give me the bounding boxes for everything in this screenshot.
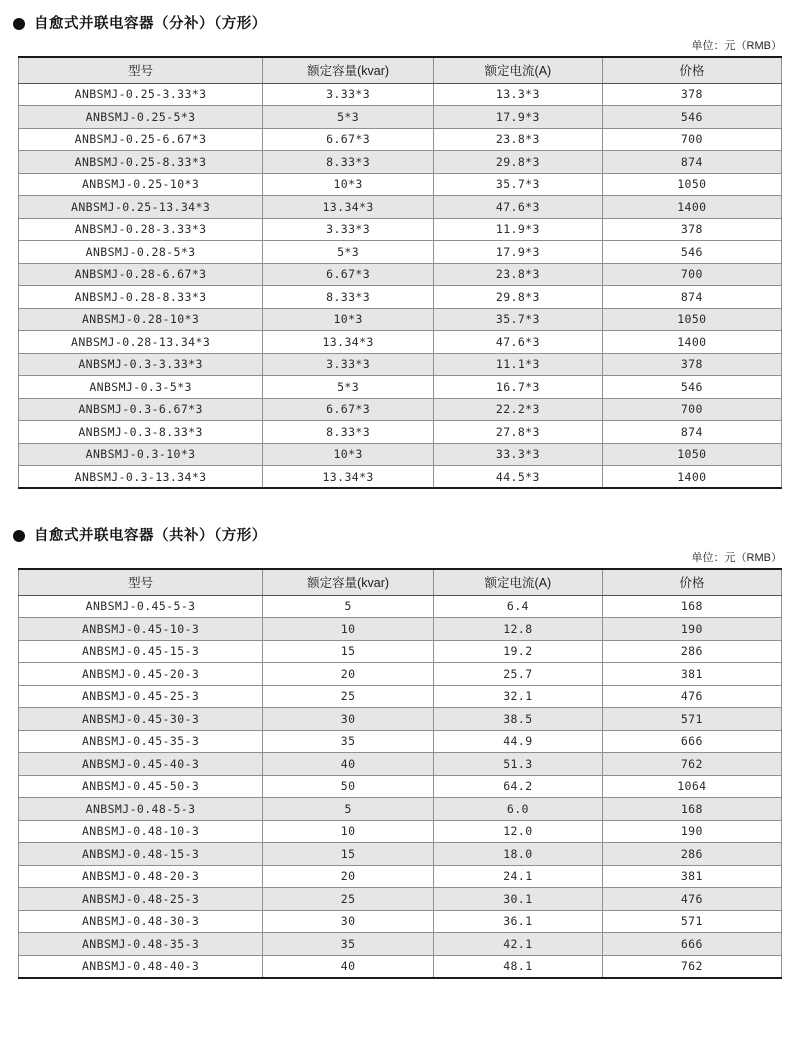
section-capacitor-split-compensation <box>0 0 800 489</box>
cell-current: 42.1 <box>434 933 603 956</box>
table-header-row <box>19 569 782 595</box>
section-capacitor-common-compensation <box>0 489 800 979</box>
column-header-model: 型号 <box>19 57 263 83</box>
cell-capacity: 35 <box>263 730 434 753</box>
cell-price: 700 <box>602 398 781 421</box>
cell-capacity: 6.67*3 <box>263 263 434 286</box>
column-header-current: 额定电流(A) <box>434 569 603 595</box>
bullet-icon <box>13 530 25 542</box>
table-row <box>19 663 782 686</box>
table-row <box>19 128 782 151</box>
cell-current: 22.2*3 <box>434 398 603 421</box>
cell-model: ANBSMJ-0.45-25-3 <box>19 685 263 708</box>
cell-capacity: 6.67*3 <box>263 128 434 151</box>
table-row <box>19 775 782 798</box>
cell-model: ANBSMJ-0.45-20-3 <box>19 663 263 686</box>
cell-model: ANBSMJ-0.3-8.33*3 <box>19 421 263 444</box>
cell-current: 48.1 <box>434 955 603 978</box>
table-row <box>19 955 782 978</box>
cell-capacity: 15 <box>263 843 434 866</box>
cell-model: ANBSMJ-0.45-35-3 <box>19 730 263 753</box>
cell-capacity: 3.33*3 <box>263 353 434 376</box>
cell-current: 27.8*3 <box>434 421 603 444</box>
column-header-current: 额定电流(A) <box>434 57 603 83</box>
table-row <box>19 640 782 663</box>
cell-capacity: 13.34*3 <box>263 331 434 354</box>
cell-model: ANBSMJ-0.3-5*3 <box>19 376 263 399</box>
cell-price: 476 <box>602 685 781 708</box>
table-row <box>19 685 782 708</box>
cell-capacity: 20 <box>263 865 434 888</box>
cell-price: 666 <box>602 933 781 956</box>
column-header-capacity: 额定容量(kvar) <box>263 57 434 83</box>
table-row <box>19 83 782 106</box>
cell-capacity: 25 <box>263 888 434 911</box>
cell-model: ANBSMJ-0.28-6.67*3 <box>19 263 263 286</box>
section-title: 自愈式并联电容器（共补）（方形） <box>34 528 267 544</box>
table-row <box>19 753 782 776</box>
table-row <box>19 263 782 286</box>
cell-current: 12.0 <box>434 820 603 843</box>
cell-capacity: 10*3 <box>263 173 434 196</box>
cell-price: 168 <box>602 595 781 618</box>
cell-price: 762 <box>602 955 781 978</box>
cell-price: 1400 <box>602 196 781 219</box>
cell-capacity: 8.33*3 <box>263 151 434 174</box>
cell-capacity: 20 <box>263 663 434 686</box>
cell-model: ANBSMJ-0.45-10-3 <box>19 618 263 641</box>
table-row <box>19 173 782 196</box>
cell-current: 6.4 <box>434 595 603 618</box>
price-table-common-compensation <box>18 568 782 979</box>
table-row <box>19 708 782 731</box>
table-row <box>19 730 782 753</box>
table-row <box>19 218 782 241</box>
bullet-icon <box>13 18 25 30</box>
cell-current: 51.3 <box>434 753 603 776</box>
cell-model: ANBSMJ-0.25-8.33*3 <box>19 151 263 174</box>
cell-current: 29.8*3 <box>434 151 603 174</box>
cell-model: ANBSMJ-0.28-8.33*3 <box>19 286 263 309</box>
cell-capacity: 25 <box>263 685 434 708</box>
cell-model: ANBSMJ-0.28-5*3 <box>19 241 263 264</box>
cell-price: 286 <box>602 640 781 663</box>
cell-current: 35.7*3 <box>434 308 603 331</box>
cell-current: 18.0 <box>434 843 603 866</box>
cell-current: 6.0 <box>434 798 603 821</box>
cell-current: 64.2 <box>434 775 603 798</box>
cell-current: 23.8*3 <box>434 263 603 286</box>
cell-model: ANBSMJ-0.48-25-3 <box>19 888 263 911</box>
cell-current: 11.9*3 <box>434 218 603 241</box>
cell-model: ANBSMJ-0.3-13.34*3 <box>19 466 263 489</box>
section-title-row <box>0 0 800 33</box>
table-row <box>19 843 782 866</box>
table-row <box>19 888 782 911</box>
cell-current: 35.7*3 <box>434 173 603 196</box>
table-row <box>19 196 782 219</box>
cell-capacity: 10 <box>263 618 434 641</box>
cell-price: 571 <box>602 708 781 731</box>
cell-current: 44.9 <box>434 730 603 753</box>
section-title: 自愈式并联电容器（分补）（方形） <box>34 16 267 32</box>
cell-model: ANBSMJ-0.45-30-3 <box>19 708 263 731</box>
cell-model: ANBSMJ-0.25-5*3 <box>19 106 263 129</box>
price-table-split-compensation <box>18 56 782 489</box>
cell-price: 286 <box>602 843 781 866</box>
cell-price: 1050 <box>602 173 781 196</box>
cell-current: 17.9*3 <box>434 106 603 129</box>
cell-capacity: 10 <box>263 820 434 843</box>
cell-capacity: 6.67*3 <box>263 398 434 421</box>
cell-current: 30.1 <box>434 888 603 911</box>
cell-current: 11.1*3 <box>434 353 603 376</box>
cell-current: 32.1 <box>434 685 603 708</box>
table-row <box>19 595 782 618</box>
cell-capacity: 3.33*3 <box>263 83 434 106</box>
cell-capacity: 40 <box>263 753 434 776</box>
cell-capacity: 5 <box>263 798 434 821</box>
section-title-row <box>0 489 800 545</box>
column-header-price: 价格 <box>602 569 781 595</box>
table-row <box>19 376 782 399</box>
cell-current: 16.7*3 <box>434 376 603 399</box>
table-row <box>19 466 782 489</box>
cell-model: ANBSMJ-0.48-30-3 <box>19 910 263 933</box>
cell-current: 13.3*3 <box>434 83 603 106</box>
table-row <box>19 353 782 376</box>
cell-model: ANBSMJ-0.45-5-3 <box>19 595 263 618</box>
cell-price: 762 <box>602 753 781 776</box>
cell-current: 47.6*3 <box>434 331 603 354</box>
cell-capacity: 30 <box>263 708 434 731</box>
cell-model: ANBSMJ-0.3-10*3 <box>19 443 263 466</box>
cell-model: ANBSMJ-0.48-40-3 <box>19 955 263 978</box>
cell-capacity: 5*3 <box>263 241 434 264</box>
cell-model: ANBSMJ-0.48-20-3 <box>19 865 263 888</box>
cell-capacity: 35 <box>263 933 434 956</box>
cell-capacity: 30 <box>263 910 434 933</box>
table-row <box>19 331 782 354</box>
cell-price: 571 <box>602 910 781 933</box>
cell-current: 33.3*3 <box>434 443 603 466</box>
cell-model: ANBSMJ-0.48-35-3 <box>19 933 263 956</box>
cell-price: 1050 <box>602 443 781 466</box>
cell-capacity: 50 <box>263 775 434 798</box>
cell-price: 1050 <box>602 308 781 331</box>
column-header-model: 型号 <box>19 569 263 595</box>
cell-price: 874 <box>602 421 781 444</box>
cell-price: 1400 <box>602 466 781 489</box>
table-row <box>19 398 782 421</box>
table-row <box>19 421 782 444</box>
cell-price: 546 <box>602 106 781 129</box>
table-row <box>19 241 782 264</box>
cell-price: 700 <box>602 263 781 286</box>
cell-current: 47.6*3 <box>434 196 603 219</box>
cell-current: 29.8*3 <box>434 286 603 309</box>
cell-current: 23.8*3 <box>434 128 603 151</box>
cell-model: ANBSMJ-0.25-13.34*3 <box>19 196 263 219</box>
table-row <box>19 618 782 641</box>
cell-model: ANBSMJ-0.48-5-3 <box>19 798 263 821</box>
cell-capacity: 13.34*3 <box>263 196 434 219</box>
cell-model: ANBSMJ-0.48-10-3 <box>19 820 263 843</box>
cell-price: 381 <box>602 663 781 686</box>
cell-capacity: 13.34*3 <box>263 466 434 489</box>
cell-price: 666 <box>602 730 781 753</box>
cell-price: 476 <box>602 888 781 911</box>
cell-price: 168 <box>602 798 781 821</box>
cell-price: 546 <box>602 376 781 399</box>
table-row <box>19 933 782 956</box>
cell-price: 378 <box>602 83 781 106</box>
cell-price: 378 <box>602 353 781 376</box>
cell-model: ANBSMJ-0.48-15-3 <box>19 843 263 866</box>
cell-capacity: 5*3 <box>263 376 434 399</box>
cell-model: ANBSMJ-0.28-3.33*3 <box>19 218 263 241</box>
cell-capacity: 8.33*3 <box>263 421 434 444</box>
column-header-capacity: 额定容量(kvar) <box>263 569 434 595</box>
table-row <box>19 865 782 888</box>
cell-capacity: 15 <box>263 640 434 663</box>
table-header-row <box>19 57 782 83</box>
cell-capacity: 10*3 <box>263 308 434 331</box>
cell-price: 190 <box>602 618 781 641</box>
cell-model: ANBSMJ-0.25-6.67*3 <box>19 128 263 151</box>
table-row <box>19 308 782 331</box>
cell-price: 1064 <box>602 775 781 798</box>
cell-model: ANBSMJ-0.25-10*3 <box>19 173 263 196</box>
cell-price: 1400 <box>602 331 781 354</box>
table-row <box>19 286 782 309</box>
unit-label: 单位：元（RMB） <box>691 552 782 564</box>
table-row <box>19 798 782 821</box>
cell-current: 24.1 <box>434 865 603 888</box>
cell-current: 12.8 <box>434 618 603 641</box>
cell-price: 381 <box>602 865 781 888</box>
cell-price: 874 <box>602 286 781 309</box>
cell-model: ANBSMJ-0.28-13.34*3 <box>19 331 263 354</box>
cell-capacity: 8.33*3 <box>263 286 434 309</box>
column-header-price: 价格 <box>602 57 781 83</box>
cell-current: 44.5*3 <box>434 466 603 489</box>
cell-price: 700 <box>602 128 781 151</box>
cell-capacity: 5*3 <box>263 106 434 129</box>
cell-price: 874 <box>602 151 781 174</box>
unit-label: 单位：元（RMB） <box>691 40 782 52</box>
cell-model: ANBSMJ-0.3-6.67*3 <box>19 398 263 421</box>
cell-model: ANBSMJ-0.28-10*3 <box>19 308 263 331</box>
cell-current: 36.1 <box>434 910 603 933</box>
cell-current: 38.5 <box>434 708 603 731</box>
table-row <box>19 106 782 129</box>
table-row <box>19 820 782 843</box>
cell-capacity: 40 <box>263 955 434 978</box>
cell-model: ANBSMJ-0.45-50-3 <box>19 775 263 798</box>
cell-model: ANBSMJ-0.3-3.33*3 <box>19 353 263 376</box>
cell-price: 190 <box>602 820 781 843</box>
table-row <box>19 151 782 174</box>
table-row <box>19 443 782 466</box>
cell-current: 25.7 <box>434 663 603 686</box>
cell-capacity: 3.33*3 <box>263 218 434 241</box>
cell-price: 378 <box>602 218 781 241</box>
cell-model: ANBSMJ-0.45-15-3 <box>19 640 263 663</box>
cell-current: 17.9*3 <box>434 241 603 264</box>
table-row <box>19 910 782 933</box>
cell-price: 546 <box>602 241 781 264</box>
cell-capacity: 5 <box>263 595 434 618</box>
cell-capacity: 10*3 <box>263 443 434 466</box>
cell-model: ANBSMJ-0.45-40-3 <box>19 753 263 776</box>
cell-current: 19.2 <box>434 640 603 663</box>
cell-model: ANBSMJ-0.25-3.33*3 <box>19 83 263 106</box>
